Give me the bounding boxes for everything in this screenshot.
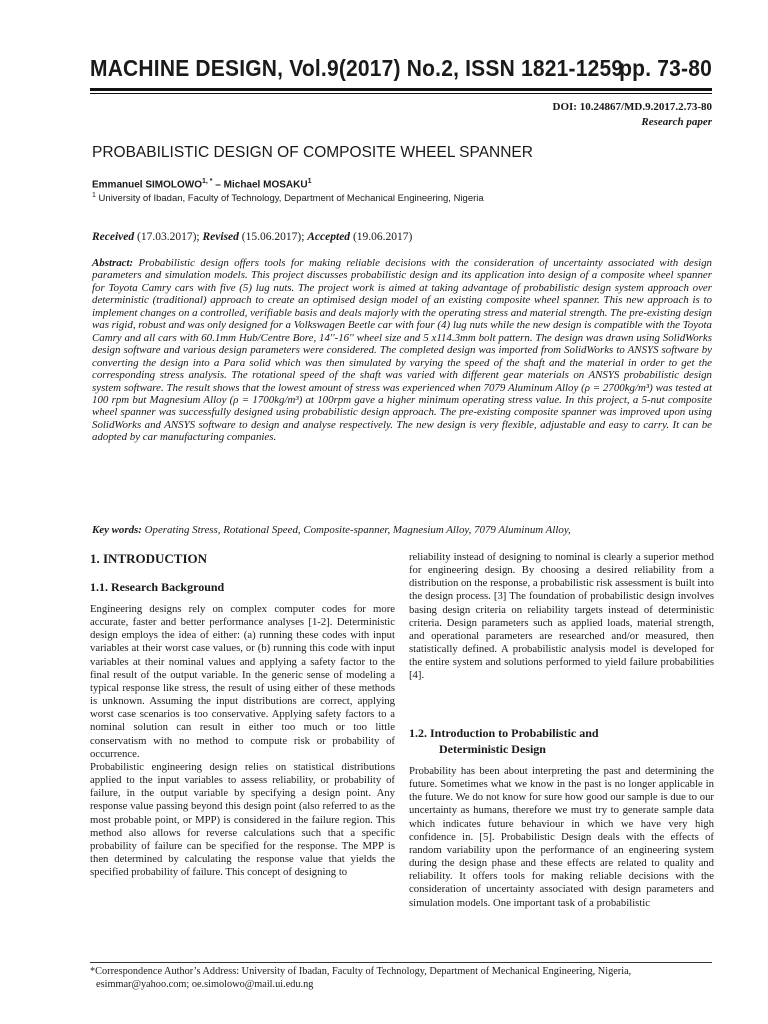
doi[interactable]: DOI: 10.24867/MD.9.2017.2.73-80 bbox=[552, 101, 712, 113]
page-range: pp. 73-80 bbox=[619, 56, 712, 82]
column-right-top bbox=[409, 551, 714, 683]
revised-date: (15.06.2017); bbox=[238, 231, 308, 243]
authors bbox=[92, 178, 311, 190]
abstract-text: Probabilistic design offers tools for making reliable decisions with the consideration of uncertainty associated with design parameters and simulation models. This project discusses probabilistic design and its application into design of a composite wheel spanner for Toyota Camry cars with five (5) lug nuts. The project work is aimed at taking advantage of probabilistic design system approach over deterministic (traditional) approach to create an optimised design model of an existing composite wheel spanner. This new approach is to implement changes on a controlled, verifiable basis and deals majorly with the operating stress and material strength. The pre-existing design was rigid, robust and was only designed for a Volkswagen Beetle car with four (4) lug nuts while the new design is compatible with the Toyota Camry and all cars with 60.1mm Hub/Centre Bore, 14''-16'' wheel size and 5 x114.3mm bolt pattern. The design was drawn using SolidWorks design software and various design parameters were considered. The completed design was imported from SolidWorks to ANSYS software by converting the design into a Para solid which was then simulated by varying the speed of the shaft and the material in order to get the corresponding stress analysis. The rotational speed of the shaft was varied with different gear materials on ANSYS probabilistic design system software. The result shows that the lowest amount of stress was experienced when 7079 Aluminum Alloy (ρ = 2700kg/m³) was tested at 100 rpm but Magnesium Alloy (ρ = 1700kg/m³) at 100rpm gave a higher minimum operating stress value. In this project, a 5-nut composite wheel spanner was successfully designed using probabilistic design approach. The pre-existing composite spanner was improved upon using SolidWorks and ANSYS software to design and analyse respectively. The new design is very flexible, adjustable and easy to carry. It can be adopted by car manufacturing companies. bbox=[92, 257, 712, 444]
journal-header bbox=[90, 56, 712, 83]
subsection-heading-research-background: 1.1. Research Background bbox=[90, 580, 225, 594]
column-right-bottom bbox=[409, 765, 714, 910]
journal-title: MACHINE DESIGN, Vol.9(2017) No.2, ISSN 1821-1259 bbox=[90, 56, 624, 82]
received-date: (17.03.2017); bbox=[134, 231, 203, 243]
column-left bbox=[90, 603, 395, 879]
received-label: Received bbox=[92, 231, 135, 243]
correspondence-footnote bbox=[90, 965, 712, 991]
abstract bbox=[92, 257, 712, 444]
affiliation-sup: 1 bbox=[92, 192, 96, 199]
keywords-text: Operating Stress, Rotational Speed, Composite-spanner, Magnesium Alloy, 7079 Aluminum Alloy, bbox=[141, 524, 571, 536]
revised-label: Revised bbox=[202, 231, 239, 243]
subsection-heading-line: Deterministic Design bbox=[439, 742, 546, 756]
subsection-heading-line: 1.2. Introduction to Probabilistic and bbox=[409, 726, 599, 740]
affiliation-text: University of Ibadan, Faculty of Technology, Department of Mechanical Engineering, Nigeria bbox=[95, 193, 484, 205]
header-rule-thin bbox=[90, 93, 712, 94]
section-heading-introduction: 1. INTRODUCTION bbox=[90, 551, 208, 566]
header-rule-thick bbox=[90, 88, 712, 91]
dates bbox=[92, 231, 412, 243]
keywords-label: Key words: bbox=[92, 524, 142, 536]
abstract-label: Abstract: bbox=[92, 257, 134, 269]
keywords bbox=[92, 524, 712, 536]
accepted-date: (19.06.2017) bbox=[350, 231, 413, 243]
footnote-rule bbox=[90, 962, 712, 963]
author-1: Emmanuel SIMOLOWO bbox=[92, 179, 203, 191]
author-1-sup: 1, * bbox=[202, 178, 213, 185]
accepted-label: Accepted bbox=[307, 231, 351, 243]
body-paragraph: reliability instead of designing to nominal is clearly a superior method for engineering design. By choosing a desired reliability from a distribution on the response, a probabilistic risk assessment is built into the design process. [3] The foundation of probabilistic design involves basing design criteria on reliability targets instead of deterministic criteria. Design parameters such as applied loads, material strength, and operational parameters are researched and/or measured, then statistically defined. A probabilistic analysis model is developed for the entire system and solutions performed to yield failure probabilities [4]. bbox=[409, 551, 714, 682]
author-2-sup: 1 bbox=[307, 178, 312, 185]
author-2: Michael MOSAKU bbox=[223, 179, 308, 191]
paper-type: Research paper bbox=[641, 116, 712, 128]
footnote-address: *Correspondence Author’s Address: University of Ibadan, Faculty of Technology, Department of Mechanical Engineering, Nigeria, bbox=[90, 966, 632, 977]
body-paragraph: Engineering designs rely on complex computer codes for more accurate, faster and better performance analyses [1-2]. Deterministic design employs the idea of either: (a) running these codes with input variables at their worst case values, or (b) running this code with input variables at their nominal values and applying a safety factor to the final result of the output variable. In the generic sense of modeling a typical response like stress, the result of using either of these methods is unknown. Assuming the input distributions are correct, applying worst case scenarios is too conservative. Applying safety factors to a nominal solution can result in either too much or too little conservatism with no method to compute risk or probability of occurrence. bbox=[90, 603, 395, 760]
body-paragraph: Probability has been about interpreting the past and determining the future. Sometimes what we know in the past is no longer applicable in the future. We do not know for sure how good our sample is due to our uncertainty as humans, therefore we must try to generate sample data which indicates future behaviour in which we have very high confidence in. [5]. Probabilistic Design deals with the effects of random variability upon the performance of an engineering system during the design phase and these effects are related to quality and reliability. It offers tools for making reliable decisions with the consideration of uncertainty associated with design parameters and simulation models. One important task of a probabilistic bbox=[409, 765, 714, 909]
affiliation bbox=[92, 192, 484, 204]
footnote-emails[interactable]: esimmar@yahoo.com; oe.simolowo@mail.ui.edu.ng bbox=[96, 979, 314, 990]
subsection-heading-probabilistic-deterministic bbox=[409, 725, 599, 757]
paper-title: PROBABILISTIC DESIGN OF COMPOSITE WHEEL SPANNER bbox=[92, 144, 533, 161]
body-paragraph: Probabilistic engineering design relies on statistical distributions applied to the input variables to assess reliability, or probability of failure, in the output variable by specifying a design point. Any response value passing beyond this design point (also referred to as the most probable point, or MPP) is considered in the failure region. This method also allows for reverse calculations such that a specific probability of failure can be specified for the response. The MPP is then determined by calculating the response value that yields the specified probability of failure. This concept of designing to bbox=[90, 760, 395, 879]
author-separator: – bbox=[212, 179, 224, 191]
